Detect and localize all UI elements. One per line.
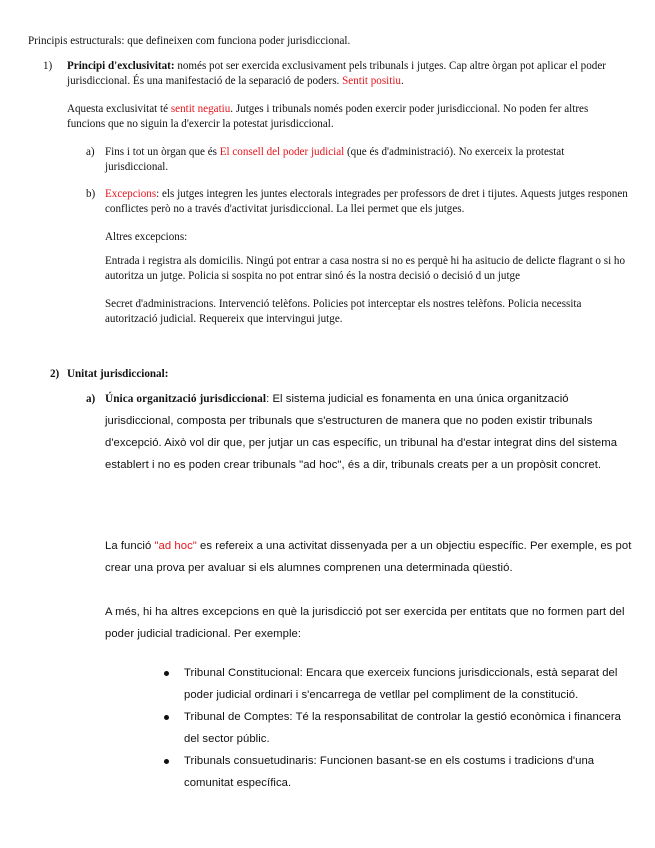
p2-text-b: . Jutges i tribunals només poden exercir poder jurisdiccional. No poden fer altres funcions que no siguin la d'exercir la potestat jurisdiccional. (67, 103, 589, 130)
bullet-icon (164, 715, 169, 720)
item-a2-text: : El sistema judicial es fonamenta en una única organització jurisdiccional, composta per tribunals que s'estructuren de manera que no poden existir tribunals d'excepció. Això vol dir que, per jutjar un cas específic, un tribunal ha d'estar integrat dins del sistema establert i no es poden crear tribunals "ad hoc", és a dir, tribunals creats per a un propòsit concret. (105, 393, 618, 471)
list-item (184, 750, 634, 794)
excepcions-label: Excepcions (105, 188, 157, 200)
exceptions-list (184, 662, 634, 794)
section-1-paragraph (67, 59, 627, 89)
bullet-icon (164, 671, 169, 676)
item-a2-paragraph (105, 388, 635, 476)
ad-hoc-term: "ad hoc" (154, 540, 197, 552)
entrada-paragraph: Entrada i registra als domicilis. Ningú pot entrar a casa nostra si no es perquè hi ha asitucio de delicte flagrant o si ho autoritza un jutge. Policia si sospita no pot entrar sinó és la nostra decisió o decisió d un jutge (105, 255, 626, 282)
bullet-text: Tribunals consuetudinaris: Funcionen basant-se en els costums i tradicions d'una comunitat específica. (184, 755, 595, 789)
consell-poder-judicial: El consell del poder judicial (219, 146, 345, 158)
list-item (184, 662, 634, 706)
bullet-icon (164, 759, 169, 764)
section-1-number: 1) (43, 60, 53, 72)
intro-line: Principis estructurals: que defineixen com funciona poder jurisdiccional. (28, 35, 351, 47)
sentit-negatiu: sentit negatiu (170, 103, 231, 115)
item-b1-label: b) (86, 188, 96, 200)
sentit-positiu: Sentit positiu (342, 75, 401, 87)
section-1-end: . (400, 75, 404, 87)
funcio-post: es refereix a una activitat dissenyada per a un objectiu específic. Per exemple, es pot crear una prova per avaluar si els alumnes comprenen una determinada qüestió. (105, 540, 632, 574)
list-item (184, 706, 634, 750)
item-b1-text: : els jutges integren les juntes electorals integrades per professors de dret i tijutes. Aquests jutges responen conflictes però no a través d'activitat jurisdiccional. La llei permet que els jutges. (105, 188, 628, 215)
section-2-title: Unitat jurisdiccional: (67, 368, 169, 380)
funcio-ad-hoc-paragraph (105, 535, 635, 579)
item-a1-label: a) (86, 146, 95, 158)
item-a2-label: a) (86, 393, 96, 405)
altres-excepcions: Altres excepcions: (105, 231, 188, 243)
section-2-number: 2) (50, 368, 60, 380)
exclusivitat-negatiu-paragraph (67, 102, 627, 132)
item-a1-post: (que és d'administració). No exerceix la protestat jurisdiccional. (105, 146, 565, 173)
item-a1-paragraph (105, 145, 625, 175)
section-1-title: Principi d'exclusivitat: (67, 60, 175, 72)
p2-text-a: Aquesta exclusivitat té (67, 103, 171, 115)
item-a2-title: Única organització jurisdiccional (105, 393, 267, 405)
bullet-text: Tribunal Constitucional: Encara que exerceix funcions jurisdiccionals, està separat del poder judicial ordinari i s'encarrega de vetllar pel compliment de la constitució. (184, 667, 618, 701)
a-mes-paragraph: A més, hi ha altres excepcions en què la jurisdicció pot ser exercida per entitats que no formen part del poder judicial tradicional. Per exemple: (105, 606, 625, 640)
bullet-text: Tribunal de Comptes: Té la responsabilitat de controlar la gestió econòmica i financera del sector públic. (184, 711, 622, 745)
item-a1-pre: Fins i tot un òrgan que és (105, 146, 220, 158)
item-b1-paragraph (105, 187, 630, 217)
section-1-text: només pot ser exercida exclusivament pels tribunals i jutges. Cap altre òrgan pot aplicar el poder jurisdiccional. És una manifestació de la separació de poders. (67, 60, 606, 87)
funcio-pre: La funció (105, 540, 155, 552)
secret-paragraph: Secret d'administracions. Intervenció telèfons. Policies pot interceptar els nostres telèfons. Policia necessita autorització judicial. Requereix que intervingui jutge. (105, 298, 582, 325)
